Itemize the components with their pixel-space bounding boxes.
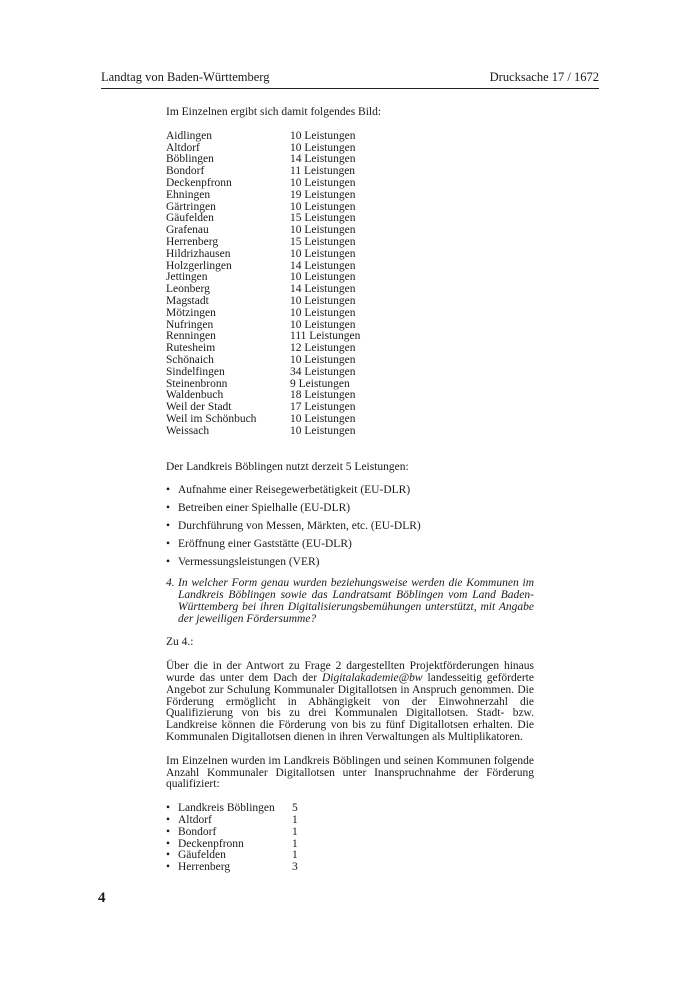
list-item [166, 862, 534, 874]
municipality-value: 17 Leistungen [290, 401, 356, 414]
municipality-name: Leonberg [166, 283, 210, 296]
list-item [166, 521, 534, 533]
municipality-name: Jettingen [166, 271, 208, 284]
bullet-icon: • [166, 555, 171, 568]
answer-label: Zu 4.: [166, 636, 194, 649]
landkreis-intro: Der Landkreis Böblingen nutzt derzeit 5 Leistungen: [166, 460, 409, 473]
digitallotsen-name: Altdorf [178, 814, 212, 827]
digitallotsen-name: Gäufelden [178, 849, 226, 862]
digitallotsen-count: 3 [292, 861, 298, 874]
municipality-value: 14 Leistungen [290, 283, 356, 296]
table-row [166, 131, 534, 143]
table-row [166, 178, 534, 190]
service-label: Betreiben einer Spielhalle (EU-DLR) [178, 502, 351, 515]
digitallotsen-name: Bondorf [178, 825, 217, 838]
answer-p1-emphasis: Digitalakademie@bw [321, 672, 423, 685]
table-row [166, 355, 534, 367]
question-text: In welcher Form genau wurden beziehungsweise werden die Kommunen im Landkreis Böblingen sowie das Landratsamt Böblingen vom Land Baden-Württemberg bei ihren Digitalisierungsbemühungen unterstützt, mit Angabe der jeweiligen Fördersumme? [178, 577, 534, 625]
bullet-icon: • [166, 861, 171, 874]
page-content [166, 107, 534, 874]
service-label: Durchführung von Messen, Märkten, etc. (EU-DLR) [178, 519, 421, 532]
municipality-value: 10 Leistungen [290, 200, 356, 213]
page-header [101, 68, 599, 89]
municipality-name: Bondorf [166, 165, 205, 178]
digitallotsen-count: 5 [292, 802, 298, 815]
municipality-name: Weil im Schönbuch [166, 412, 257, 425]
list-item [166, 827, 534, 839]
bullet-icon: • [166, 814, 171, 827]
bullet-icon: • [166, 519, 171, 532]
municipality-name: Nufringen [166, 318, 214, 331]
question-number: 4. [166, 577, 175, 590]
municipality-value: 15 Leistungen [290, 212, 356, 225]
municipality-value: 10 Leistungen [290, 412, 356, 425]
question-4 [166, 578, 534, 625]
municipality-name: Ehningen [166, 188, 211, 201]
municipality-name: Deckenpfronn [166, 176, 232, 189]
digitallotsen-entry [178, 827, 298, 839]
bullet-icon: • [166, 502, 171, 515]
service-label: Aufnahme einer Reisegewerbetätigkeit (EU-DLR) [178, 484, 411, 497]
digitallotsen-name: Herrenberg [178, 861, 231, 874]
municipality-value: 15 Leistungen [290, 235, 356, 248]
bullet-icon: • [166, 849, 171, 862]
municipality-name: Waldenbuch [166, 389, 224, 402]
answer-paragraph-1 [166, 661, 534, 744]
municipality-value: 10 Leistungen [290, 271, 356, 284]
digitallotsen-count: 1 [292, 837, 298, 850]
municipality-value: 34 Leistungen [290, 365, 356, 378]
bullet-icon: • [166, 825, 171, 838]
digitallotsen-name: Landkreis Böblingen [178, 802, 275, 815]
municipality-value: 10 Leistungen [290, 318, 356, 331]
table-row [166, 308, 534, 320]
list-item [166, 803, 534, 815]
municipality-value: 10 Leistungen [290, 141, 356, 154]
municipality-value: 14 Leistungen [290, 259, 356, 272]
municipality-value: 10 Leistungen [290, 129, 356, 142]
table-row [166, 190, 534, 202]
municipality-value: 12 Leistungen [290, 342, 356, 355]
municipality-name: Steinenbronn [166, 377, 228, 390]
digitallotsen-count: 1 [292, 849, 298, 862]
digitallotsen-count: 1 [292, 814, 298, 827]
header-right: Drucksache 17 / 1672 [489, 70, 599, 84]
municipality-name: Mötzingen [166, 306, 216, 319]
list-item [166, 815, 534, 827]
list-item [166, 539, 534, 551]
municipality-value: 10 Leistungen [290, 247, 356, 260]
landkreis-services-list [166, 485, 534, 568]
municipality-name: Herrenberg [166, 235, 219, 248]
municipality-name: Rutesheim [166, 342, 216, 355]
table-row [166, 367, 534, 379]
municipality-value: 10 Leistungen [290, 424, 356, 437]
digitallotsen-entry [178, 862, 298, 874]
municipality-name: Altdorf [166, 141, 200, 154]
municipality-value: 111 Leistungen [290, 330, 361, 343]
list-item [166, 503, 534, 515]
bullet-icon: • [166, 802, 171, 815]
table-row [166, 414, 534, 426]
municipality-value: 19 Leistungen [290, 188, 356, 201]
table-row [166, 249, 534, 261]
bullet-icon: • [166, 837, 171, 850]
digitallotsen-count: 1 [292, 825, 298, 838]
municipality-name: Sindelfingen [166, 365, 225, 378]
municipality-value: 18 Leistungen [290, 389, 356, 402]
municipality-value: 9 Leistungen [290, 377, 350, 390]
municipality-value: 11 Leistungen [290, 165, 356, 178]
digitallotsen-name: Deckenpfronn [178, 837, 244, 850]
header-left: Landtag von Baden-Württemberg [101, 70, 270, 84]
list-item [166, 485, 534, 497]
municipality-value: 10 Leistungen [290, 294, 356, 307]
municipality-name: Magstadt [166, 294, 209, 307]
bullet-icon: • [166, 484, 171, 497]
intro-text: Im Einzelnen ergibt sich damit folgendes Bild: [166, 106, 382, 118]
municipality-name: Hildrizhausen [166, 247, 231, 260]
bullet-icon: • [166, 537, 171, 550]
answer-p1-after: landesseitig geförderte Angebot zur Schulung Kommunaler Digitallotsen in Anspruch genommen. Die Förderung ermöglicht in Abhängigkeit von der Einwohnerzahl die Qualifizierung von bis zu drei Kommunalen Digitallotsen. Stadt- bzw. Landkreise können die Förderung von bis zu fünf Digitallotsen erhalten. Die Kommunalen Digitallotsen dienen in ihren Verwaltungen als Multiplikatoren. [166, 672, 534, 744]
municipality-name: Holzgerlingen [166, 259, 232, 272]
digitallotsen-list [166, 803, 534, 874]
service-label: Vermessungsleistungen (VER) [178, 555, 320, 568]
table-row [166, 426, 534, 438]
municipality-name: Schönaich [166, 353, 214, 366]
municipality-name: Böblingen [166, 153, 214, 166]
municipality-table [166, 131, 534, 438]
answer-paragraph-2: Im Einzelnen wurden im Landkreis Böblingen und seinen Kommunen folgende Anzahl Kommunaler Digitallotsen unter Inanspruchnahme der Förderung qualifiziert: [166, 754, 534, 791]
municipality-name: Gärtringen [166, 200, 216, 213]
answer-p1-before: Über die in der Antwort zu Frage 2 dargestellten Projektförderungen hinaus wurde das unter dem Dach der [166, 660, 534, 685]
service-label: Eröffnung einer Gaststätte (EU-DLR) [178, 537, 352, 550]
list-item [166, 557, 534, 569]
municipality-name: Gäufelden [166, 212, 214, 225]
municipality-name: Weil der Stadt [166, 401, 232, 414]
municipality-value: 10 Leistungen [290, 306, 356, 319]
municipality-name: Renningen [166, 330, 216, 343]
municipality-name: Aidlingen [166, 129, 212, 142]
page-number: 4 [98, 890, 106, 906]
table-row [166, 237, 534, 249]
table-row [166, 296, 534, 308]
municipality-name: Grafenau [166, 224, 209, 237]
municipality-value: 14 Leistungen [290, 153, 356, 166]
municipality-name: Weissach [166, 424, 210, 437]
municipality-value: 10 Leistungen [290, 353, 356, 366]
municipality-value: 10 Leistungen [290, 224, 356, 237]
municipality-value: 10 Leistungen [290, 176, 356, 189]
